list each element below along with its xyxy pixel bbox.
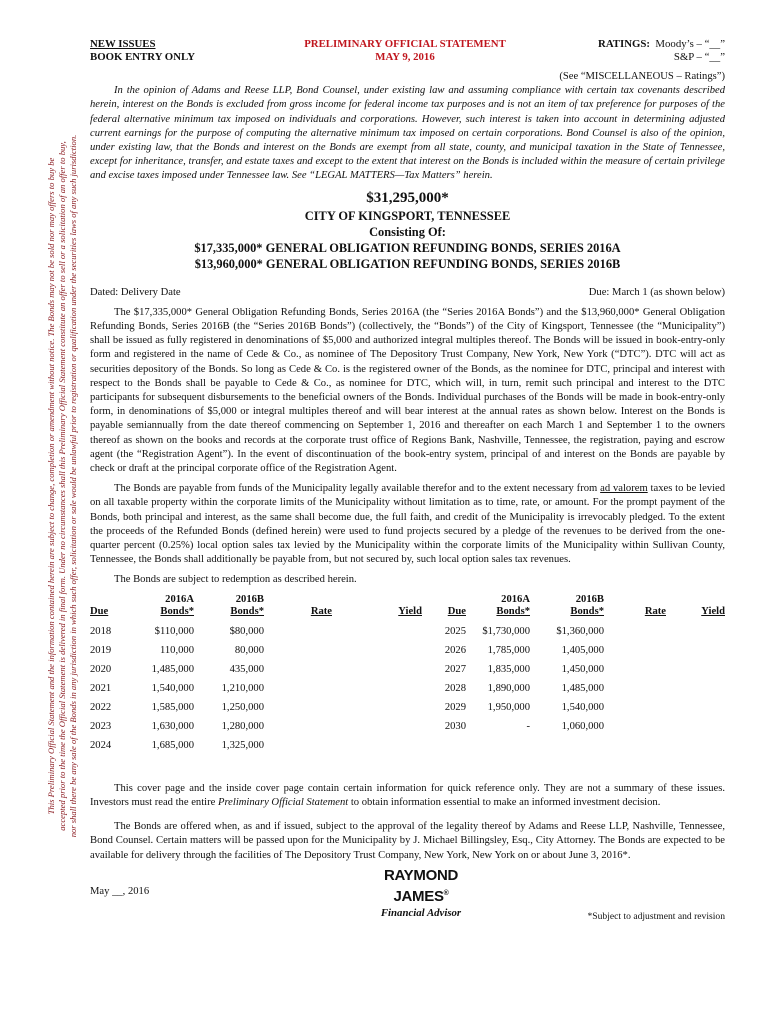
bond-title: [90, 189, 725, 272]
adjustment-note: *Subject to adjustment and revision: [587, 910, 725, 922]
sidebar-disclaimer: [46, 46, 80, 926]
amount-2016a: 1,585,000: [151, 702, 194, 714]
due-year: 2020: [90, 664, 112, 676]
issuer-name: CITY OF KINGSPORT, TENNESSEE: [304, 208, 511, 223]
main-content: [90, 36, 726, 922]
sidebar-line: This Preliminary Official Statement and the information contained herein are subject to change, completion or amendment without notice. The Bonds may not be sold nor may offers to buy be: [46, 157, 56, 815]
ratings-moodys: Moody’s – “__”: [655, 38, 725, 50]
cover-note-pre: This cover page and the inside cover page contain certain information for quick reference only. They are not a summary of these issues. Investors must read the entire: [90, 782, 725, 808]
amount-2016a: 1,485,000: [151, 664, 194, 676]
due-year-2: 2027: [444, 664, 466, 676]
due-year: 2024: [90, 740, 112, 752]
header: [90, 36, 725, 70]
amount-2016b: 435,000: [229, 664, 264, 676]
series-2016b: $13,960,000* GENERAL OBLIGATION REFUNDING BONDS, SERIES 2016B: [194, 256, 621, 271]
amount-2016b: 1,325,000: [221, 740, 264, 752]
table-row: [90, 697, 725, 716]
col-rate: Rate: [310, 605, 332, 617]
col-due: Due: [90, 605, 109, 617]
due-year-2: 2029: [444, 702, 466, 714]
amount-2016a-2: 1,890,000: [487, 683, 530, 695]
closing-date: May __, 2016: [90, 885, 150, 897]
due-year: 2019: [90, 645, 112, 657]
col-2016a: 2016A Bonds*: [160, 593, 194, 617]
amount-2016b: $80,000: [229, 626, 264, 638]
amount-2016b: 1,280,000: [221, 721, 264, 733]
due-year: 2022: [90, 702, 112, 714]
cover-note-emphasis: Preliminary Official Statement: [217, 796, 349, 808]
advisor-label: Financial Advisor: [380, 906, 462, 919]
pos-title: PRELIMINARY OFFICIAL STATEMENT: [304, 38, 506, 50]
table-row: [90, 621, 725, 640]
due-year: 2023: [90, 721, 112, 733]
amount-2016b-2: $1,360,000: [556, 626, 604, 638]
cover-note-post: to obtain information essential to make an informed investment decision.: [348, 796, 661, 808]
amount-2016b-2: 1,450,000: [561, 664, 604, 676]
new-issues-label: NEW ISSUES: [90, 38, 156, 50]
due-year: 2018: [90, 626, 112, 638]
col-2016b: 2016B Bonds*: [230, 593, 264, 617]
ratings: [598, 38, 725, 64]
maturity-schedule: [90, 594, 725, 754]
total-amount: $31,295,000*: [366, 189, 449, 206]
col-2016b-2: 2016B Bonds*: [570, 593, 604, 617]
security-text-pre: The Bonds are payable from funds of the Municipality legally available therefor and to the extent necessary from: [114, 483, 601, 495]
ratings-see: (See “MISCELLANEOUS – Ratings”): [559, 71, 725, 82]
amount-2016a-2: 1,835,000: [487, 664, 530, 676]
amount-2016a: 1,540,000: [151, 683, 194, 695]
table-row: [90, 640, 725, 659]
pos-heading: [260, 38, 550, 64]
sidebar-line: accepted prior to the time the Official Statement is delivered in final form. Under no circumstances shall this Preliminary Official Statement constitute an offer to sell or a solicitation of an offer to buy,: [57, 141, 68, 831]
issue-type: [90, 38, 195, 64]
col-2016a-2: 2016A Bonds*: [496, 593, 530, 617]
due-year-2: 2028: [444, 683, 466, 695]
amount-2016b-2: 1,485,000: [561, 683, 604, 695]
footer: [90, 866, 725, 922]
security-paragraph: [90, 482, 725, 567]
amount-2016b-2: 1,405,000: [561, 645, 604, 657]
amount-2016a: $110,000: [154, 626, 194, 638]
security-text-post: taxes to be levied on all taxable property within the corporate limits of the Municipality without limitation as to time, rate, or amount. For the prompt payment of the Bonds, both principal and interest, as the same shall become due, the full faith, and credit of the Municipality is irrevocably pledged. To the extent the proceeds of the Refunded Bonds (defined herein) were used to fund projects secured by a pledge of the revenues to be derived from the one-quarter percent (0.25%) local option sales tax levied by the Municipality within the corporate limits of the Municipality within Sullivan County, Tennessee, the Bonds shall additionally be payable from, but not secured by, such local option sales tax revenues.: [90, 483, 726, 566]
ratings-sp: S&P – “__”: [673, 51, 725, 63]
dated-date: Dated: Delivery Date: [90, 286, 181, 298]
col-rate-2: Rate: [644, 605, 666, 617]
due-year: 2021: [90, 683, 112, 695]
amount-2016b: 1,250,000: [221, 702, 264, 714]
dated-due-row: [90, 286, 725, 300]
raymond-james-logo: RAYMOND JAMES®: [383, 866, 459, 905]
due-year-2: 2030: [444, 721, 466, 733]
table-row: [90, 735, 725, 754]
col-yield-2: Yield: [701, 605, 725, 617]
financial-advisor: [358, 867, 484, 920]
col-yield: Yield: [398, 605, 422, 617]
ratings-label: RATINGS:: [598, 38, 651, 50]
book-entry-label: BOOK ENTRY ONLY: [90, 51, 196, 63]
due-year-2: 2025: [444, 626, 466, 638]
table-row: [90, 716, 725, 735]
ad-valorem-term: ad valorem: [600, 483, 648, 495]
due-date: Due: March 1 (as shown below): [588, 286, 725, 298]
amount-2016a: 1,630,000: [151, 721, 194, 733]
maturity-header-row: [90, 594, 725, 621]
amount-2016a-2: -: [526, 721, 530, 733]
description-paragraph: The $17,335,000* General Obligation Refunding Bonds, Series 2016A (the “Series 2016A Bonds”) and the $13,960,000* General Obligation Refunding Bonds, Series 2016B (the “Series 2016B Bonds”) (collectively, the “Bonds”) of the City of Kingsport, Tennessee (the “Municipality”) shall be issued as fully registered in denominations of $5,000 and authorized integral multiples thereof. The Bonds will be issued in book-entry-only form and registered in the name of Cede & Co., as nominee of The Depository Trust Company, New York, New York (“DTC”). DTC will act as securities depository of the Bonds. So long as Cede & Co. is the registered owner of the Bonds, as the nominee for DTC, principal and interest with respect to the Bonds shall be payable to Cede & Co., as nominee for DTC, which will, in turn, remit such principal and interest to the DTC participants for subsequent disbursements to the beneficial owners of the Bonds. Individual purchases of the Bonds will be made in book-entry-only form, in denominations of $5,000 or integral multiples thereof and will bear interest at the annual rates as shown below. Interest on the Bonds is payable semiannually from the date thereof commencing on September 1, 2016 and thereafter on each March 1 and September 1 to the owners thereof as shown on the books and records at the corporate trust office of Regions Bank, Nashville, Tennessee, the registration, paying and escrow agent (the “Registration Agent”). In the event of discontinuation of the book-entry system, principal of and interest on the Bonds are payable by check or draft at the principal corporate office of the Registration Agent.: [90, 306, 725, 475]
pos-date: MAY 9, 2016: [375, 51, 435, 63]
amount-2016a-2: 1,785,000: [487, 645, 530, 657]
amount-2016a-2: $1,730,000: [482, 626, 530, 638]
offering-paragraph: The Bonds are offered when, as and if issued, subject to the approval of the legality thereof by Adams and Reese LLP, Nashville, Tennessee, Bond Counsel. Certain matters will be passed upon for the Municipality by J. Michael Billingsley, Esq., City Attorney. The Bonds are expected to be available for delivery through the facilities of The Depository Trust Company, New York, New York on or about June 3, 2016*.: [90, 821, 725, 861]
sidebar-line: nor shall there be any sale of the Bonds in any jurisdiction in which such offer, solicitation or sale would be unlawful prior to registration or qualification under the securities laws of any such jurisdiction.: [68, 134, 79, 838]
amount-2016a: 110,000: [159, 645, 194, 657]
tax-opinion: In the opinion of Adams and Reese LLP, Bond Counsel, under existing law and assuming compliance with certain tax covenants described herein, interest on the Bonds is excluded from gross income for federal income tax purposes and is not an item of tax preference for purposes of the federal alternative minimum tax imposed on individuals and corporations. However, such interest is taken into account in determining adjusted current earnings for the purpose of computing the alternative minimum tax imposed on certain corporations. Bond Counsel is also of the opinion, under existing law, that the Bonds and interest on the Bonds are exempt from all state, county, and municipal taxation in the State of Tennessee, except for inheritance, transfer, and estate taxes and except to the extent that interest on the Bonds is included within the measure of certain privilege and excise taxes imposed under Tennessee law. See “LEGAL MATTERS—Tax Matters” herein.: [90, 85, 725, 182]
amount-2016a-2: 1,950,000: [487, 702, 530, 714]
col-due-2: Due: [447, 605, 466, 617]
redemption-note: The Bonds are subject to redemption as described herein.: [114, 574, 357, 586]
amount-2016b: 1,210,000: [221, 683, 264, 695]
series-2016a: $17,335,000* GENERAL OBLIGATION REFUNDING BONDS, SERIES 2016A: [194, 240, 621, 255]
due-year-2: 2026: [444, 645, 466, 657]
table-row: [90, 678, 725, 697]
table-row: [90, 659, 725, 678]
amount-2016b: 80,000: [234, 645, 264, 657]
amount-2016b-2: 1,540,000: [561, 702, 604, 714]
amount-2016a: 1,685,000: [151, 740, 194, 752]
cover-note: [90, 782, 725, 810]
amount-2016b-2: 1,060,000: [561, 721, 604, 733]
consisting-of: Consisting Of:: [369, 224, 446, 239]
